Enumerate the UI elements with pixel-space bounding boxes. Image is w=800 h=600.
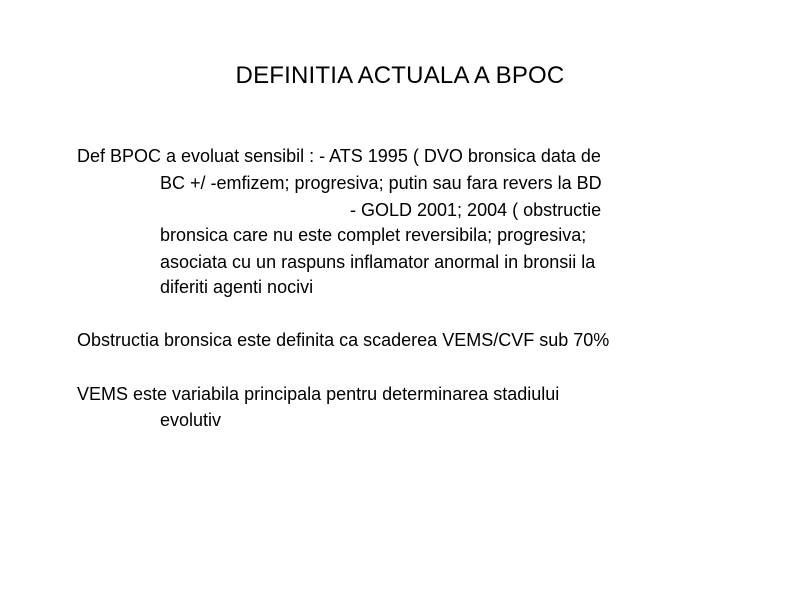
definition-line-5: asociata cu un raspuns inflamator anormal in bronsii la (160, 252, 596, 272)
definition-line-4: bronsica care nu este complet reversibila; progresiva; (160, 225, 587, 245)
slide-title: DEFINITIA ACTUALA A BPOC (235, 62, 565, 89)
vems-line-1: VEMS este variabila principala pentru determinarea stadiului (77, 384, 560, 404)
definition-line-6: diferiti agenti nocivi (160, 277, 314, 297)
definition-line-1: Def BPOC a evoluat sensibil : - ATS 1995 ( DVO bronsica data de (77, 146, 601, 166)
vems-line-2: evolutiv (160, 410, 222, 430)
definition-line-2: BC +/ -emfizem; progresiva; putin sau fara revers la BD (160, 173, 602, 193)
definition-line-3: - GOLD 2001; 2004 ( obstructie (350, 200, 602, 220)
obstruction-line: Obstructia bronsica este definita ca scaderea VEMS/CVF sub 70% (77, 330, 610, 350)
